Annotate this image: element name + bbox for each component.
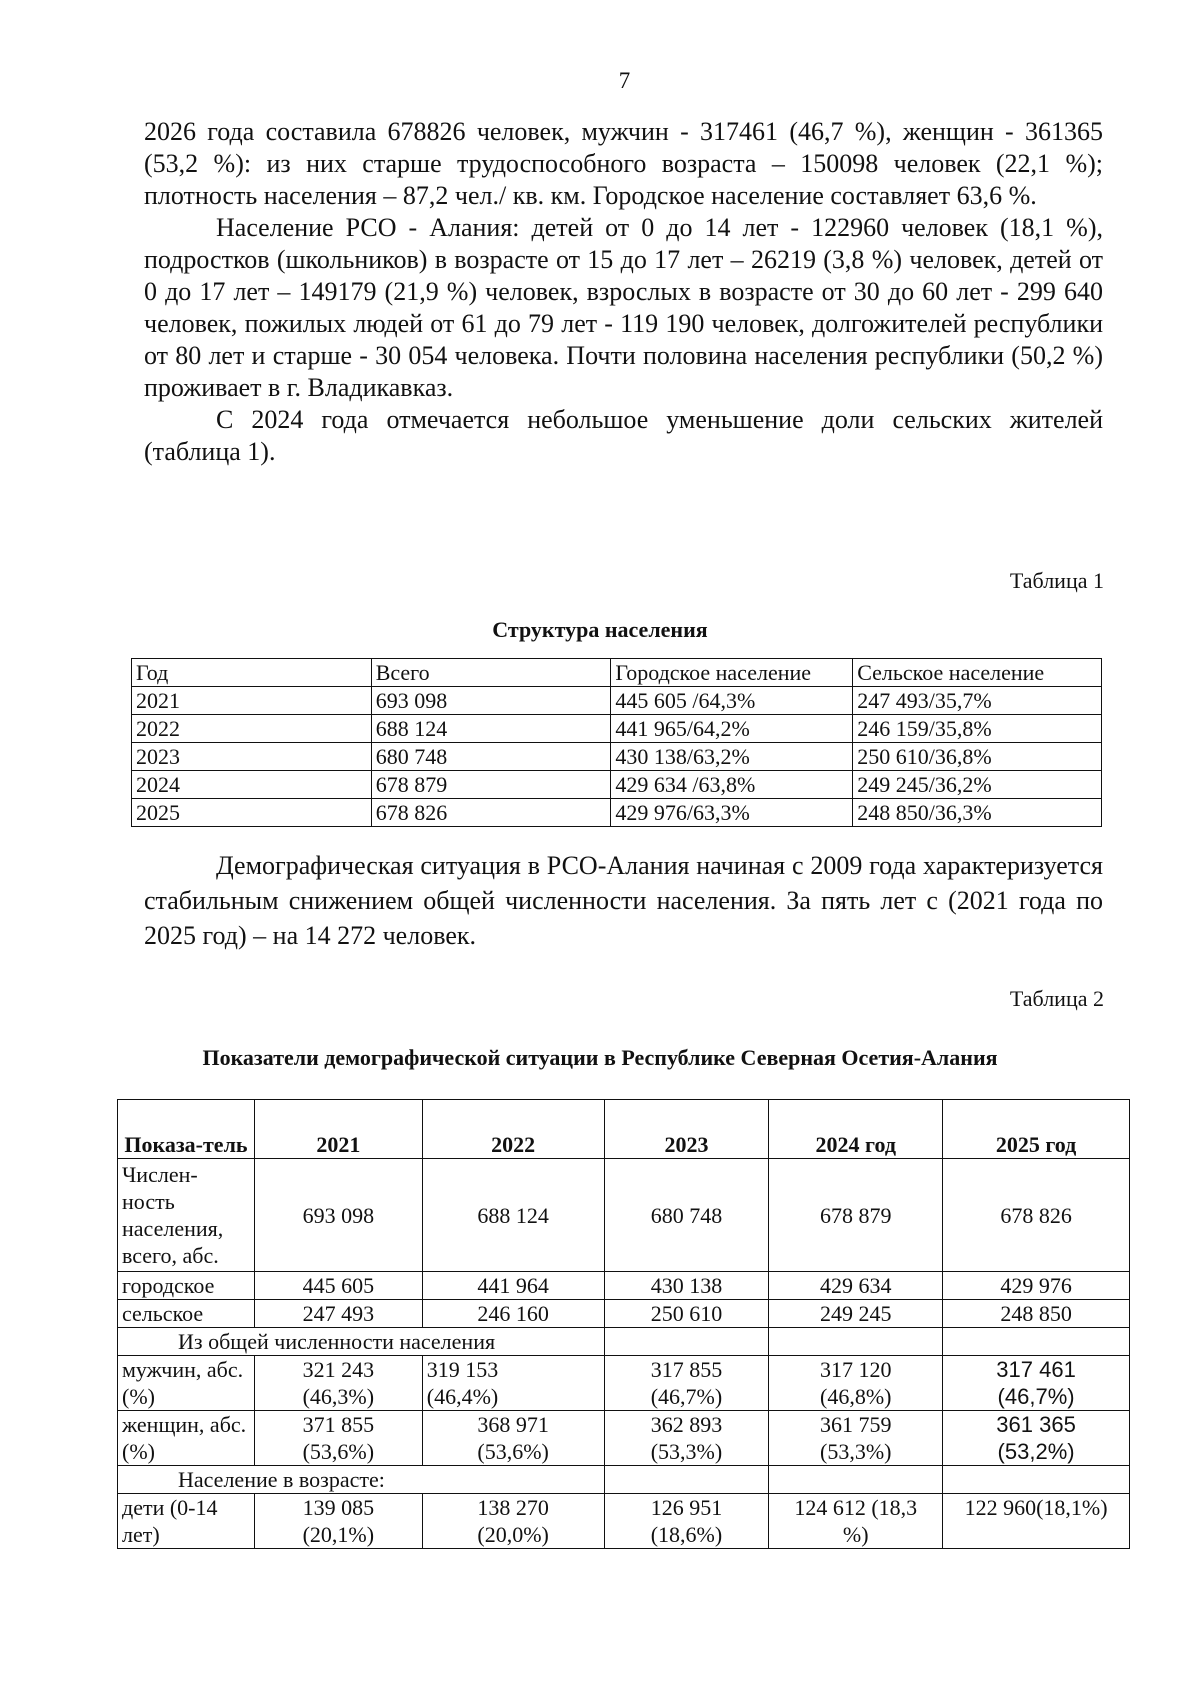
men-row-absolute: 321 243 — [302, 1357, 375, 1382]
urban-population-row-label: городское — [118, 1272, 255, 1300]
men-row-absolute: 317 461 — [996, 1357, 1076, 1382]
women-row-absolute: 361 759 — [819, 1412, 892, 1437]
table1-cell: 2023 — [132, 743, 372, 771]
table1-cell: 678 826 — [371, 799, 611, 827]
men-row-percent: (46,8%) — [820, 1384, 892, 1409]
population-total-row-value: 678 879 — [769, 1159, 943, 1272]
women-row-percent: (53,6%) — [477, 1439, 549, 1464]
men-row-value — [422, 1356, 604, 1411]
section-age-row-empty-cell — [604, 1466, 769, 1494]
men-row-absolute: 319 153 — [426, 1357, 499, 1382]
table1-header-year: Год — [132, 659, 372, 687]
table1-cell: 693 098 — [371, 687, 611, 715]
table1-cell: 246 159/35,8% — [853, 715, 1102, 743]
children-row-value — [422, 1494, 604, 1549]
children-row-value — [769, 1494, 943, 1549]
table1-header-urban: Городское население — [611, 659, 853, 687]
population-total-row-value: 693 098 — [254, 1159, 422, 1272]
children-row-label: дети (0-14 лет) — [118, 1494, 255, 1549]
population-total-row-value: 688 124 — [422, 1159, 604, 1272]
section-age-row-label: Население в возрасте: — [118, 1466, 605, 1494]
children-row-value — [254, 1494, 422, 1549]
demographic-indicators-table — [117, 1099, 1130, 1549]
table1-cell: 2021 — [132, 687, 372, 715]
rural-population-row-value: 250 610 — [604, 1300, 769, 1328]
table2-header-year: 2023 — [604, 1100, 769, 1159]
table1-cell: 2022 — [132, 715, 372, 743]
table1-row — [132, 715, 1102, 743]
section-age-row-empty-cell — [769, 1466, 943, 1494]
men-row — [118, 1356, 1130, 1411]
section-age-row — [118, 1466, 1130, 1494]
demographic-paragraph — [144, 848, 1103, 953]
table1-cell: 250 610/36,8% — [853, 743, 1102, 771]
urban-population-row — [118, 1272, 1130, 1300]
urban-population-row-value: 429 976 — [943, 1272, 1130, 1300]
women-row-absolute: 362 893 — [650, 1412, 723, 1437]
paragraph-population-ages: Население РСО - Алания: детей от 0 до 14 лет - 122960 человек (18,1 %), подростков (школьников) в возрасте от 15 до 17 лет – 26219 (3,8 %) человек, детей от 0 до 17 лет – 149179 (21,9 %) человек, взрослых в возрасте от 30 до 60 лет - 299 640 человек, пожилых людей от 61 до 79 лет - 119 190 человек, долгожителей республики от 80 лет и старше - 30 054 человека. Почти половина населения республики (50,2 %) проживает в г. Владикавказ. — [144, 213, 1103, 402]
population-total-row-label: Числен-ность населения, всего, абс. — [118, 1159, 255, 1272]
children-row-absolute: 122 960(18,1%) — [964, 1495, 1108, 1520]
men-row-absolute: 317 855 — [650, 1357, 723, 1382]
children-row — [118, 1494, 1130, 1549]
women-row-value — [422, 1411, 604, 1466]
women-row-label: женщин, абс. (%) — [118, 1411, 255, 1466]
women-row — [118, 1411, 1130, 1466]
women-row-absolute: 361 365 — [996, 1412, 1076, 1437]
table1-row — [132, 799, 1102, 827]
section-age-row-empty-cell — [943, 1466, 1130, 1494]
women-row-value — [943, 1411, 1130, 1466]
children-row-absolute: 138 270 — [477, 1495, 549, 1520]
women-row-value — [769, 1411, 943, 1466]
table1-cell: 429 634 /63,8% — [611, 771, 853, 799]
population-structure-table — [131, 658, 1102, 827]
table2-title: Показатели демографической ситуации в Республике Северная Осетия-Алания — [202, 1045, 998, 1070]
table1-cell: 678 879 — [371, 771, 611, 799]
rural-population-row-label: сельское — [118, 1300, 255, 1328]
section-total-row — [118, 1328, 1130, 1356]
men-row-value — [604, 1356, 769, 1411]
children-row-absolute: 126 951 — [650, 1495, 723, 1520]
table2-header-year: 2025 год — [943, 1100, 1130, 1159]
children-row-percent: %) — [842, 1522, 869, 1547]
table1-cell: 445 605 /64,3% — [611, 687, 853, 715]
urban-population-row-value: 441 964 — [422, 1272, 604, 1300]
rural-population-row-value: 248 850 — [943, 1300, 1130, 1328]
urban-population-row-value: 429 634 — [769, 1272, 943, 1300]
page-number: 7 — [618, 68, 631, 93]
table2-header-year: 2022 — [422, 1100, 604, 1159]
women-row-percent: (53,6%) — [302, 1439, 375, 1464]
urban-population-row-value: 445 605 — [254, 1272, 422, 1300]
table1-cell: 249 245/36,2% — [853, 771, 1102, 799]
table1-header-row — [132, 659, 1102, 687]
women-row-percent: (53,3%) — [650, 1439, 723, 1464]
men-row-value — [769, 1356, 943, 1411]
population-total-row-value: 678 826 — [943, 1159, 1130, 1272]
children-row-percent: (20,1%) — [302, 1522, 375, 1547]
paragraph-rural-share: С 2024 года отмечается небольшое уменьшение доли сельских жителей (таблица 1). — [144, 405, 1103, 466]
men-row-label: мужчин, абс. (%) — [118, 1356, 255, 1411]
rural-population-row-value: 246 160 — [422, 1300, 604, 1328]
intro-paragraphs — [144, 116, 1103, 468]
women-row-absolute: 368 971 — [477, 1412, 549, 1437]
table1-row — [132, 771, 1102, 799]
table1-cell: 680 748 — [371, 743, 611, 771]
table2-header-row — [118, 1100, 1130, 1159]
table1-cell: 247 493/35,7% — [853, 687, 1102, 715]
section-total-row-empty-cell — [943, 1328, 1130, 1356]
table1-row — [132, 687, 1102, 715]
table2-header-year: 2021 — [254, 1100, 422, 1159]
table2-header-year: 2024 год — [769, 1100, 943, 1159]
table1-header-rural: Сельское население — [853, 659, 1102, 687]
men-row-percent: (46,7%) — [997, 1384, 1075, 1409]
men-row-percent: (46,7%) — [650, 1384, 723, 1409]
section-total-row-empty-cell — [769, 1328, 943, 1356]
table2-caption: Таблица 2 — [1009, 986, 1104, 1011]
women-row-percent: (53,3%) — [820, 1439, 892, 1464]
rural-population-row-value: 249 245 — [769, 1300, 943, 1328]
women-row-value — [254, 1411, 422, 1466]
paragraph-demographic-decline: Демографическая ситуация в РСО-Алания начиная с 2009 года характеризуется стабильным снижением общей численности населения. За пять лет с (2021 года по 2025 год) – на 14 272 человек. — [144, 851, 1103, 950]
table1-cell: 248 850/36,3% — [853, 799, 1102, 827]
table1-caption: Таблица 1 — [1009, 568, 1104, 593]
men-row-value — [254, 1356, 422, 1411]
section-total-row-label: Из общей численности населения — [118, 1328, 605, 1356]
table1-header-total: Всего — [371, 659, 611, 687]
table1-title: Структура населения — [492, 617, 708, 642]
paragraph-population-2026: 2026 года составила 678826 человек, мужчин - 317461 (46,7 %), женщин - 361365 (53,2 %): из них старше трудоспособного возраста – 150098 человек (22,1 %); плотность населения – 87,2 чел./ кв. км. Городское население составляет 63,6 %. — [144, 117, 1103, 210]
table2-header-indicator: Показа-тель — [118, 1100, 255, 1159]
children-row-absolute: 124 612 (18,3 — [794, 1495, 918, 1520]
women-row-absolute: 371 855 — [302, 1412, 375, 1437]
table1-cell: 2024 — [132, 771, 372, 799]
population-total-row-value: 680 748 — [604, 1159, 769, 1272]
women-row-percent: (53,2%) — [997, 1439, 1075, 1464]
table1-cell: 430 138/63,2% — [611, 743, 853, 771]
urban-population-row-value: 430 138 — [604, 1272, 769, 1300]
children-row-value — [604, 1494, 769, 1549]
children-row-percent: (18,6%) — [650, 1522, 723, 1547]
men-row-absolute: 317 120 — [819, 1357, 892, 1382]
children-row-absolute: 139 085 — [302, 1495, 375, 1520]
table1-cell: 688 124 — [371, 715, 611, 743]
children-row-percent: (20,0%) — [477, 1522, 549, 1547]
table1-row — [132, 743, 1102, 771]
women-row-value — [604, 1411, 769, 1466]
table1-cell: 429 976/63,3% — [611, 799, 853, 827]
rural-population-row-value: 247 493 — [254, 1300, 422, 1328]
men-row-value — [943, 1356, 1130, 1411]
rural-population-row — [118, 1300, 1130, 1328]
table1-cell: 441 965/64,2% — [611, 715, 853, 743]
children-row-value — [943, 1494, 1130, 1549]
men-row-percent: (46,3%) — [302, 1384, 375, 1409]
section-total-row-empty-cell — [604, 1328, 769, 1356]
men-row-percent: (46,4%) — [426, 1384, 499, 1409]
table1-cell: 2025 — [132, 799, 372, 827]
population-total-row — [118, 1159, 1130, 1272]
